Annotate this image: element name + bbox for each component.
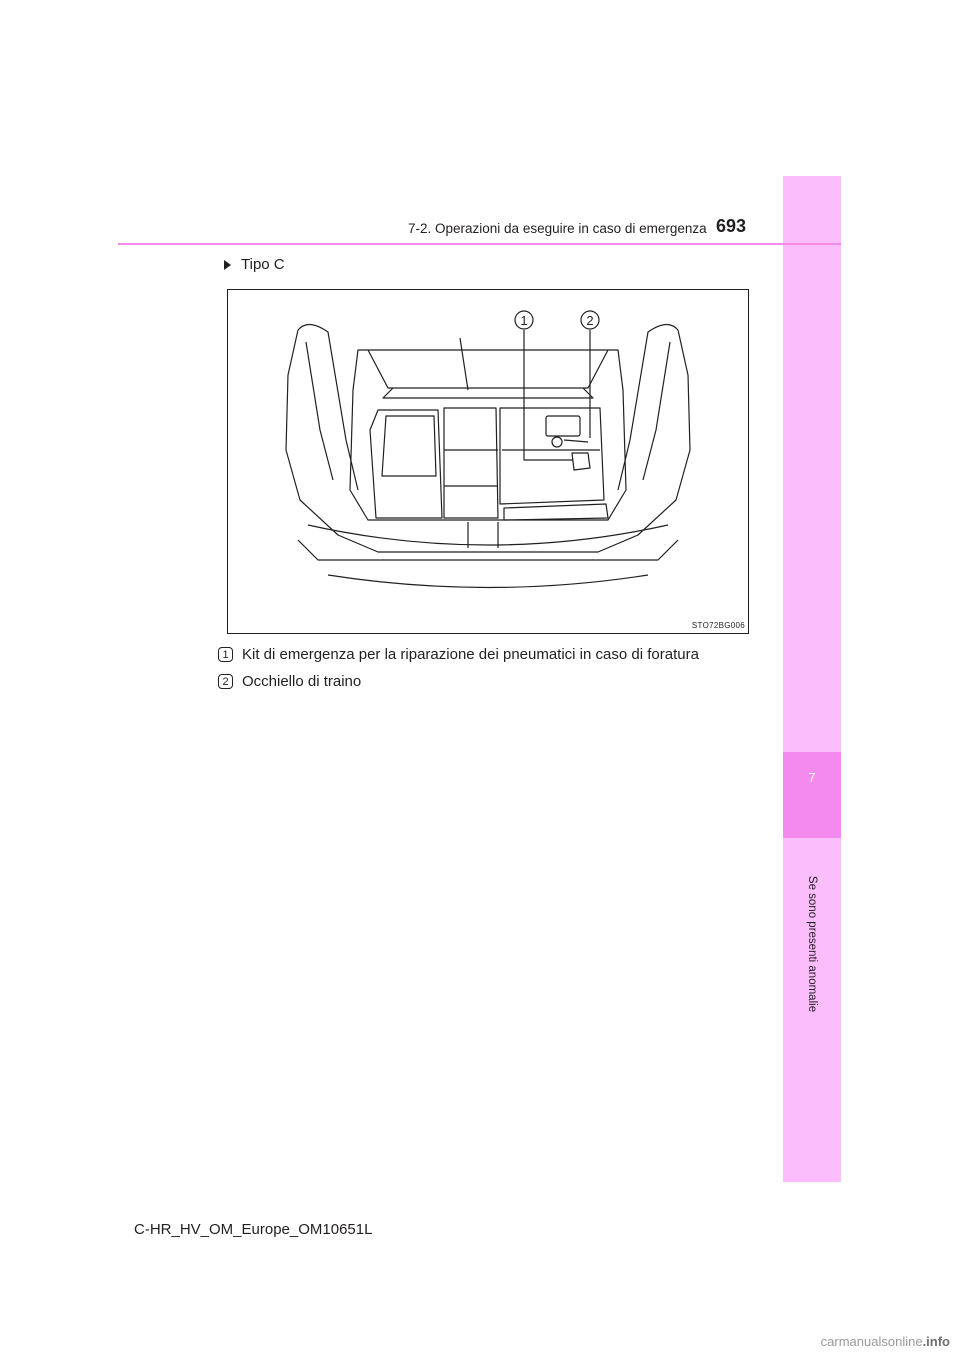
callout-text: Kit di emergenza per la riparazione dei pneumatici in caso di foratura bbox=[242, 646, 699, 663]
figure-callout-1: 1 bbox=[520, 313, 528, 328]
callout-number-badge: 1 bbox=[218, 647, 233, 662]
car-trunk-illustration bbox=[228, 290, 748, 633]
header-rule bbox=[118, 243, 841, 245]
callout-number-badge: 2 bbox=[218, 674, 233, 689]
header-section-title: 7-2. Operazioni da eseguire in caso di emergenza bbox=[408, 221, 707, 236]
callout-item-2 bbox=[218, 673, 361, 690]
page-number: 693 bbox=[716, 216, 747, 236]
callout-item-1 bbox=[218, 646, 699, 663]
watermark-suffix: .info bbox=[922, 1334, 950, 1349]
watermark bbox=[821, 1334, 950, 1349]
section-heading-text: Tipo C bbox=[241, 256, 285, 273]
section-heading bbox=[224, 256, 285, 273]
chapter-number-block bbox=[783, 752, 841, 838]
side-chapter-tab bbox=[783, 176, 841, 1182]
bullet-triangle-icon bbox=[224, 260, 231, 270]
callout-text: Occhiello di traino bbox=[242, 673, 362, 690]
chapter-title: Se sono presenti anomalie bbox=[806, 875, 818, 1013]
figure-code: STO72BG006 bbox=[691, 621, 745, 630]
document-id-footer: C-HR_HV_OM_Europe_OM10651L bbox=[134, 1221, 373, 1238]
watermark-prefix: carmanualsonline bbox=[820, 1334, 923, 1349]
luggage-compartment-figure bbox=[227, 289, 749, 634]
chapter-number: 7 bbox=[808, 770, 816, 785]
figure-callout-2: 2 bbox=[586, 313, 594, 328]
